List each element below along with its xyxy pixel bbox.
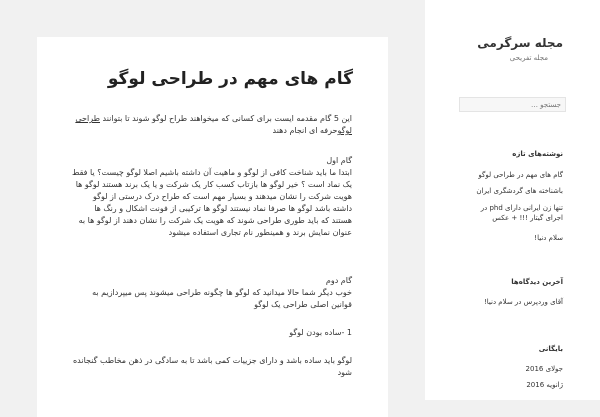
recent-post-link[interactable]: باشناخته های گردشگری ایران xyxy=(476,187,563,195)
post-card xyxy=(37,37,388,417)
sidebar xyxy=(425,0,600,400)
archives-title: بایگانی xyxy=(538,345,563,353)
archive-link[interactable]: ژانویه 2016 xyxy=(526,381,563,389)
recent-post-link[interactable]: تنها زن ایرانی دارای phd در اجرای گیتار !!! + عکس xyxy=(480,204,563,222)
site-title[interactable]: مجله سرگرمی xyxy=(477,36,563,50)
post-title[interactable]: گام های مهم در طراحی لوگو xyxy=(107,69,353,89)
recent-post-link[interactable]: سلام دنیا! xyxy=(534,234,563,242)
recent-posts-title: نوشته‌های تازه xyxy=(512,150,563,158)
recent-post-link[interactable]: گام های مهم در طراحی لوگو xyxy=(478,171,563,179)
site-description: مجله تفریحی xyxy=(509,54,548,62)
search-input[interactable] xyxy=(459,97,566,112)
step2-heading: گام دوم xyxy=(325,276,352,285)
post-intro-text: این 5 گام مقدمه ایست برای کسانی که میخواهند طراح لوگو شوند تا بتوانند xyxy=(102,114,352,123)
step1-heading: گام اول xyxy=(326,156,352,165)
logo-design-link[interactable]: طراحی لوگو xyxy=(75,114,352,135)
rule1-paragraph: لوگو باید ساده باشد و دارای جزییات کمی باشد تا به سادگی در ذهن مخاطب گنجانده شود xyxy=(72,356,352,377)
recent-comment-link[interactable]: آقای وردپرس در سلام دنیا! xyxy=(483,298,563,306)
step2-paragraph: خوب دیگر شما حالا میدانید که لوگو ها چگونه طراحی میشوند پس میپردازیم به قوانین اصلی طراحی یک لوگو xyxy=(92,288,352,309)
archive-link[interactable]: جولای 2016 xyxy=(525,365,563,373)
rule1-title: 1 -ساده بودن لوگو xyxy=(289,328,352,337)
post-intro-text-end: حرفه ای انجام دهند xyxy=(272,126,338,135)
step1-paragraph: ابتدا ما باید شناخت کافی از لوگو و ماهیت آن داشته باشیم اصلا لوگو چیست؟ یا فقط یک نماد است ؟ خیر لوگو ها بازتاب کسب کار یک شرکت و یا یک برند هستند لوگو ها هویت شرکت را نشان میدهند و بسیار مهم است که طراح درک درستی از لوگو داشته باشد لوگو ها صرفا نماد نیستند لوگو ها ترکیبی از فونت اشکال و رنگ ها هستند که باید طوری طراحی شوند که هویت یک شرکت را نشان دهند از لوگو ها به عنوان نمایش برند و همینطور نام تجاری استفاده میشود xyxy=(72,168,352,237)
post-intro xyxy=(72,113,352,137)
recent-comments-title: آخرین دیدگاه‌ها xyxy=(511,278,563,286)
